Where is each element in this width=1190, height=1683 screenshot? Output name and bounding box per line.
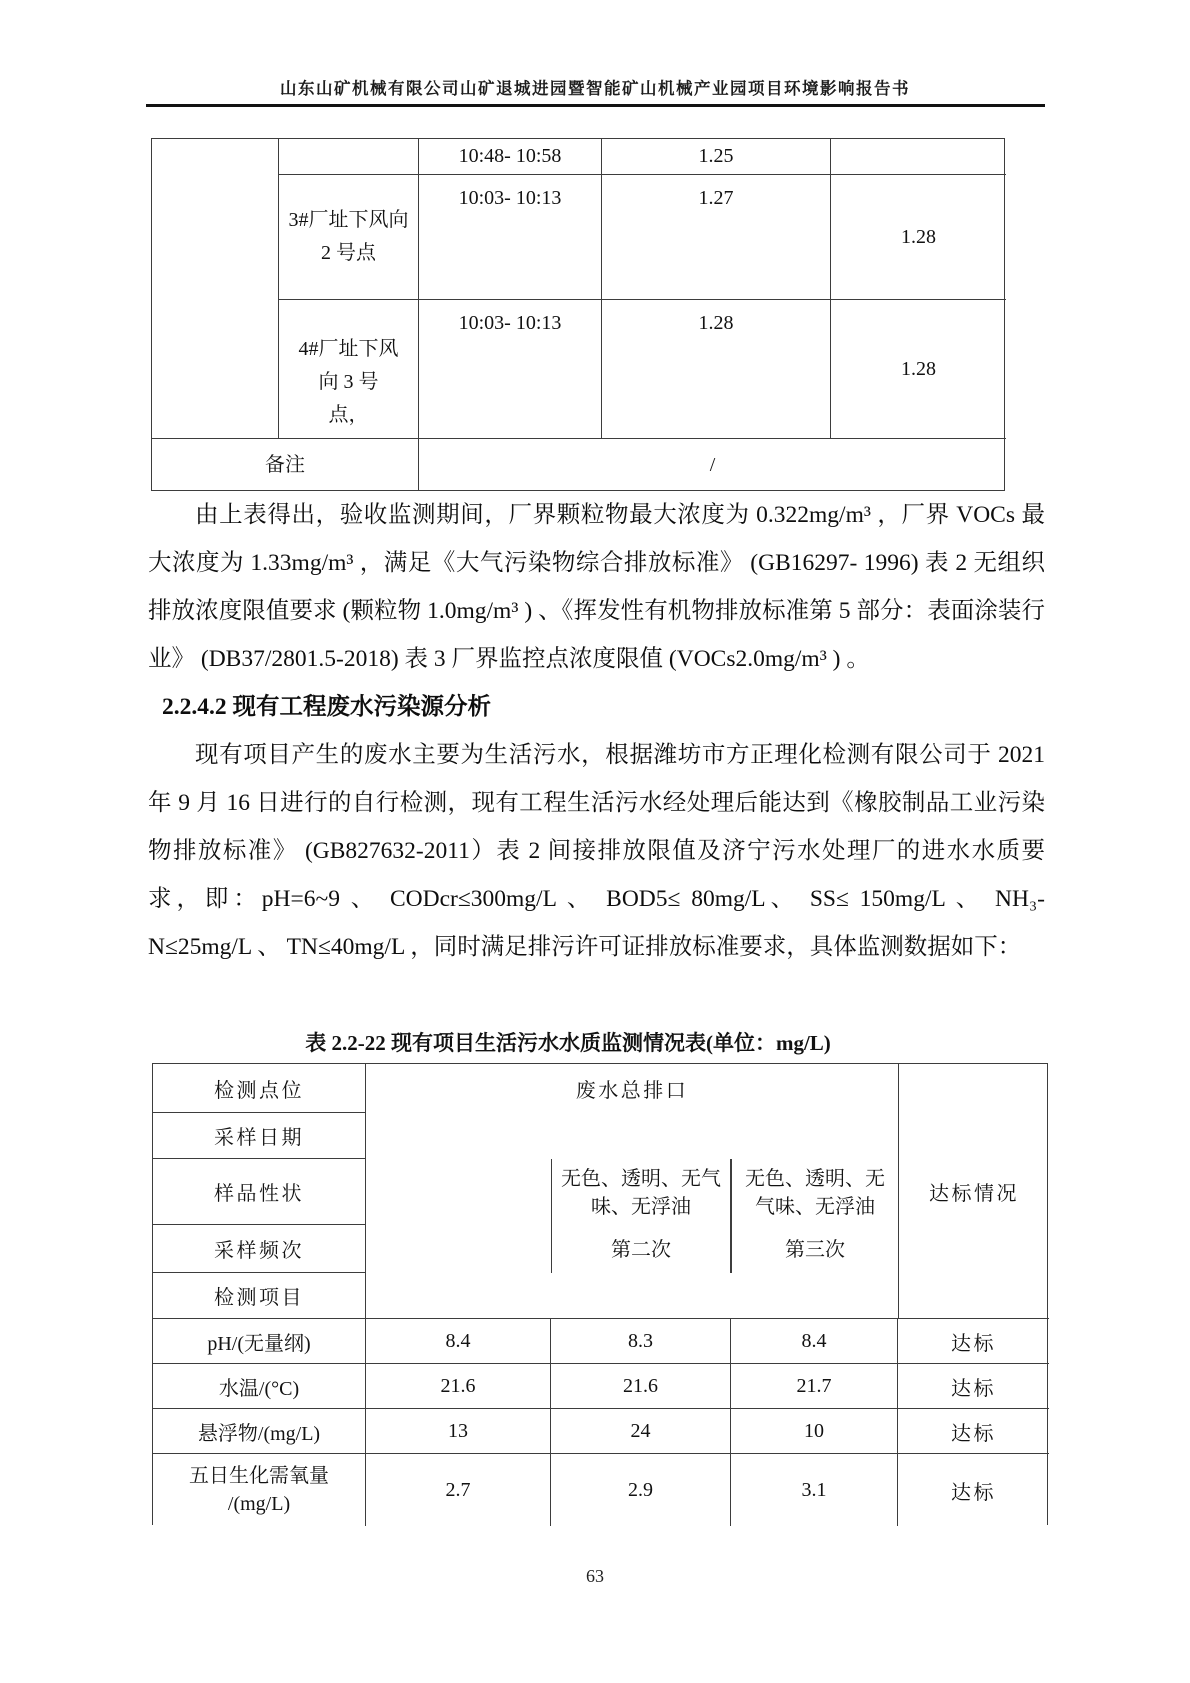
t2-row-bod-v2: 2.9 xyxy=(551,1454,731,1526)
table-wastewater-quality xyxy=(152,1063,1048,1525)
t2-header-monitoring-item: 检测项目 xyxy=(153,1273,366,1319)
t2-row-bod-item-line2: /(mg/L) xyxy=(227,1493,291,1515)
t2-sample-third-frequency: 第三次 xyxy=(785,1239,845,1261)
table-2-2-22-caption: 表 2.2-22 现有项目生活污水水质监测情况表(单位：mg/L) xyxy=(305,1031,831,1055)
t2-row-temp-v2: 21.6 xyxy=(551,1364,731,1409)
t1-row1-avg-cell xyxy=(831,139,1006,175)
t2-row-ss-status: 达标 xyxy=(898,1409,1049,1454)
t1-point2-label-line2: 2 号点 xyxy=(321,242,376,264)
page-header-title: 山东山矿机械有限公司山矿退城进园暨智能矿山机械产业园项目环境影响报告书 xyxy=(280,79,910,98)
t2-sample-second-frequency: 第二次 xyxy=(611,1239,671,1261)
t1-point3-label-line1: 4#厂址下风 xyxy=(298,337,399,360)
t1-point3-label-line2: 向 3 号 xyxy=(318,370,379,393)
t1-point3-value-cell: 1.28 xyxy=(602,300,831,439)
t2-header-outlet: 废水总排口 xyxy=(575,1080,689,1102)
t1-remark-value-cell: / xyxy=(709,453,716,476)
t2-header-sampling-frequency: 采样频次 xyxy=(153,1225,366,1273)
t2-row-ss-item: 悬浮物/(mg/L) xyxy=(153,1409,366,1454)
t2-row-temp-status: 达标 xyxy=(898,1364,1049,1409)
t1-point2-label-cell xyxy=(279,175,419,300)
t2-row-ph-v2: 8.3 xyxy=(551,1319,731,1364)
t2-header-sample-second xyxy=(551,1159,731,1273)
t1-row1-label-cell xyxy=(279,139,419,175)
t2-row-ph-status: 达标 xyxy=(898,1319,1049,1364)
t2-sample-second-description: 无色、透明、无气味、无浮油 xyxy=(561,1168,721,1218)
t1-category-cell xyxy=(152,139,279,439)
t2-header-compliance: 达标情况 xyxy=(898,1064,1049,1319)
t1-point3-label-line3: 点， xyxy=(328,403,369,426)
t2-row-ph-item: pH/(无量纲) xyxy=(153,1319,366,1364)
t2-row-bod-item-line1: 五日生化需氧量 xyxy=(189,1465,329,1487)
t1-point3-label-cell xyxy=(279,300,419,439)
t2-row-bod-v1: 2.7 xyxy=(366,1454,551,1526)
t2-row-temp-item: 水温/(°C) xyxy=(153,1364,366,1409)
t1-remark-label-cell: 备注 xyxy=(152,439,419,491)
t2-row-ph-v1: 8.4 xyxy=(366,1319,551,1364)
t1-row1-value-cell: 1.25 xyxy=(602,139,831,175)
t2-sample-third-description: 无色、透明、无气味、无浮油 xyxy=(745,1168,885,1218)
t2-row-ph-v3: 8.4 xyxy=(731,1319,898,1364)
t1-point2-time-cell: 10:03- 10:13 xyxy=(419,175,602,300)
t2-row-bod-v3: 3.1 xyxy=(731,1454,898,1526)
t2-header-monitoring-site: 检测点位 xyxy=(153,1064,366,1113)
paragraph-air-summary: 由上表得出，验收监测期间，厂界颗粒物最大浓度为 0.322mg/m³ ，厂界 VOCs 最大浓度为 1.33mg/m³ ，满足《大气污染物综合排放标准》 (GB16297- 1996) 表 2 无组织排放浓度限值要求 (颗粒物 1.0mg/m³ ) 、《挥发性有机物排放标准第 5 部分：表面涂装行业》 (DB37/2801.5-2018) 表 3 厂界监控点浓度限值 (VOCs2.0mg/m³ ) 。 xyxy=(148,502,1045,672)
t1-point2-label-line1: 3#厂址下风向 xyxy=(288,209,409,231)
t1-point3-avg-cell: 1.28 xyxy=(831,300,1006,439)
body-text-block xyxy=(148,467,1045,1019)
t1-point3-time-cell: 10:03- 10:13 xyxy=(419,300,602,439)
t2-row-ss-v3: 10 xyxy=(731,1409,898,1454)
t2-row-ss-v1: 13 xyxy=(366,1409,551,1454)
t1-row1-time-cell: 10:48- 10:58 xyxy=(419,139,602,175)
table-air-monitoring xyxy=(151,138,1005,491)
t2-row-bod-item xyxy=(153,1454,366,1526)
paragraph-wastewater-analysis: 现有项目产生的废水主要为生活污水，根据潍坊市方正理化检测有限公司于 2021 年 9 月 16 日进行的自行检测，现有工程生活污水经处理后能达到《橡胶制品工业污染物排放标准》 (GB827632-2011）表 2 间接排放限值及济宁污水处理厂的进水水质要求，即：pH=6~9 、 CODcr≤300mg/L 、 BOD5≤ 80mg/L、 SS≤ 150mg/L 、 NH₃-N≤25mg/L 、 TN≤40mg/L ，同时满足排污许可证排放标准要求，具体监测数据如下： xyxy=(148,742,1045,960)
t2-row-temp-v3: 21.7 xyxy=(731,1364,898,1409)
t2-header-sample-third xyxy=(731,1159,898,1273)
page-number: 63 xyxy=(586,1566,604,1586)
t2-row-bod-status: 达标 xyxy=(951,1481,996,1504)
header-rule xyxy=(146,104,1045,107)
section-heading-2-2-4-2: 2.2.4.2 现有工程废水污染源分析 xyxy=(162,694,491,720)
t2-row-temp-v1: 21.6 xyxy=(366,1364,551,1409)
t2-header-middle-region xyxy=(366,1064,898,1319)
t2-header-sampling-date: 采样日期 xyxy=(153,1113,366,1159)
t1-point2-value-cell: 1.27 xyxy=(602,175,831,300)
t2-row-ss-v2: 24 xyxy=(551,1409,731,1454)
t1-point2-avg-cell: 1.28 xyxy=(831,175,1006,300)
t2-header-sample-character: 样品性状 xyxy=(153,1159,366,1225)
